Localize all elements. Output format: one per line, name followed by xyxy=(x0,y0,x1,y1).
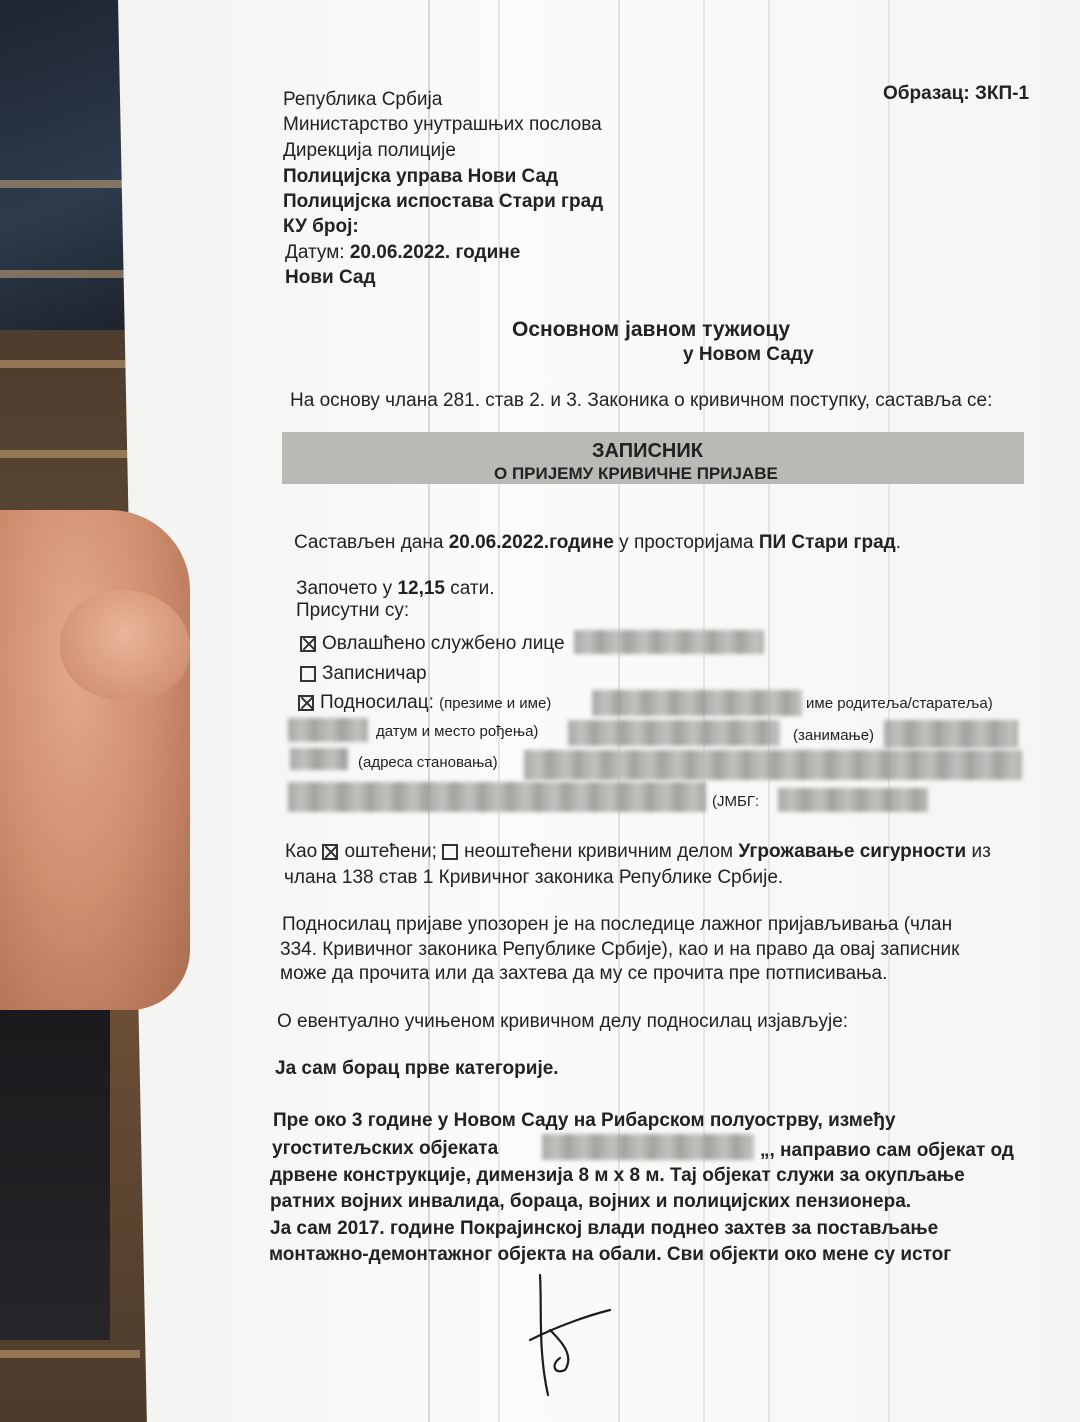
statement-intro: О евентуално учињеном кривичном делу подносилац изјављује: xyxy=(277,1011,849,1032)
redacted-jmbg xyxy=(778,788,928,812)
statement-p2-l2b: „, направио сам објекат од xyxy=(760,1140,1014,1161)
form-code: Образац: ЗКП-1 xyxy=(883,83,1030,104)
occupation-hint: (занимање) xyxy=(793,727,875,744)
header-directorate: Дирекција полиције xyxy=(283,140,456,161)
damaged-checkbox[interactable] xyxy=(322,844,338,860)
parent-hint: име родитеља/старатеља) xyxy=(806,695,993,712)
header-city: Нови Сад xyxy=(285,267,376,288)
started-time: 12,15 xyxy=(397,578,445,599)
redacted-address xyxy=(524,750,1022,780)
header-date xyxy=(285,243,520,262)
statement-p3-l1: Ја сам 2017. године Покрајинској влади поднео захтев за постављање xyxy=(270,1218,939,1239)
composed-line xyxy=(294,533,901,552)
undamaged-label: неоштећени кривичним делом xyxy=(464,841,734,862)
header-police-admin: Полицијска управа Нови Сад xyxy=(283,166,559,187)
statement-p3-l2: монтажно-демонтажног објекта на обали. Сви објекти око мене су истог xyxy=(269,1244,952,1265)
date-value: 20.06.2022. године xyxy=(349,242,521,263)
recorder-label: Записничар xyxy=(322,663,427,684)
composed-end: . xyxy=(895,532,901,553)
birth-hint: датум и место рођења) xyxy=(376,723,539,740)
title-main: ЗАПИСНИК xyxy=(592,440,703,462)
header-ku-number: КУ број: xyxy=(283,216,359,237)
attendee-official xyxy=(300,634,565,653)
redacted-misc xyxy=(290,748,348,770)
offence-name: Угрожавање сигурности xyxy=(738,841,967,862)
attendee-applicant xyxy=(298,693,551,712)
composed-place: ПИ Стари град xyxy=(758,532,896,553)
undamaged-checkbox[interactable] xyxy=(442,844,458,860)
statement-p2-l2a: угоститељских објеката xyxy=(272,1138,499,1159)
official-checkbox[interactable] xyxy=(300,636,316,652)
address-hint: (адреса становања) xyxy=(358,754,498,771)
damaged-line2: члана 138 став 1 Кривичног законика Републике Србије. xyxy=(284,867,784,888)
composed-middle: у просторијама xyxy=(619,532,754,553)
composed-prefix: Састављен дана xyxy=(294,532,444,553)
recorder-checkbox[interactable] xyxy=(300,666,316,682)
statement-p2-l4: ратних војних инвалида, бораца, војних и полицијских пензионера. xyxy=(270,1191,912,1212)
started-prefix: Започето у xyxy=(296,578,393,599)
official-label: Овлашћено службено лице xyxy=(322,633,565,654)
statement-p1: Ја сам борац прве категорије. xyxy=(275,1058,559,1079)
warning-line2: 334. Кривичног законика Републике Србије), као и на право да овај записник xyxy=(280,939,960,960)
damaged-prefix: Као xyxy=(285,841,318,862)
redacted-official-name xyxy=(574,630,764,654)
damaged-suffix: из xyxy=(971,841,991,862)
date-label: Датум: xyxy=(285,242,345,263)
warning-line3: може да прочита или да захтева да му се прочита пре потписивања. xyxy=(280,963,888,984)
legal-basis: На основу члана 281. став 2. и 3. Законика о кривичном поступку, саставља се: xyxy=(290,390,993,411)
applicant-name-hint: (презиме и име) xyxy=(439,695,552,712)
redacted-birth xyxy=(568,720,780,746)
title-sub: О ПРИЈЕМУ КРИВИЧНЕ ПРИЈАВЕ xyxy=(494,464,778,483)
applicant-checkbox[interactable] xyxy=(298,695,314,711)
addressee-line2: у Новом Саду xyxy=(683,344,814,365)
redacted-occupation xyxy=(884,720,1018,748)
started-suffix: сати. xyxy=(450,578,495,599)
redacted-address-2 xyxy=(288,782,706,812)
header-republic: Република Србија xyxy=(283,89,443,110)
redacted-business-names xyxy=(542,1134,754,1160)
redacted-applicant-name xyxy=(592,690,802,716)
applicant-label: Подносилац: xyxy=(320,692,434,713)
statement-p2-l1: Пре око 3 године у Новом Саду на Рибарском полуострву, између xyxy=(273,1110,896,1131)
present-label: Присутни су: xyxy=(296,600,410,621)
composed-date: 20.06.2022.године xyxy=(448,532,614,553)
header-police-station: Полицијска испостава Стари град xyxy=(283,191,604,212)
handwritten-signature xyxy=(520,1270,620,1400)
header-ministry: Министарство унутрашњих послова xyxy=(283,114,602,135)
started-line xyxy=(296,579,495,598)
addressee-line1: Основном јавном тужиоцу xyxy=(512,318,791,341)
warning-line1: Подносилац пријаве упозорен је на последице лажног пријављивања (члан xyxy=(282,914,953,935)
damaged-label: оштећени; xyxy=(344,841,437,862)
attendee-recorder xyxy=(300,664,427,683)
damaged-line xyxy=(285,842,991,861)
jmbg-hint: (ЈМБГ: xyxy=(712,793,760,810)
redacted-parent xyxy=(288,718,368,742)
statement-p2-l3: дрвене конструкције, димензија 8 м х 8 м. Тај објекат служи за окупљање xyxy=(270,1165,965,1186)
